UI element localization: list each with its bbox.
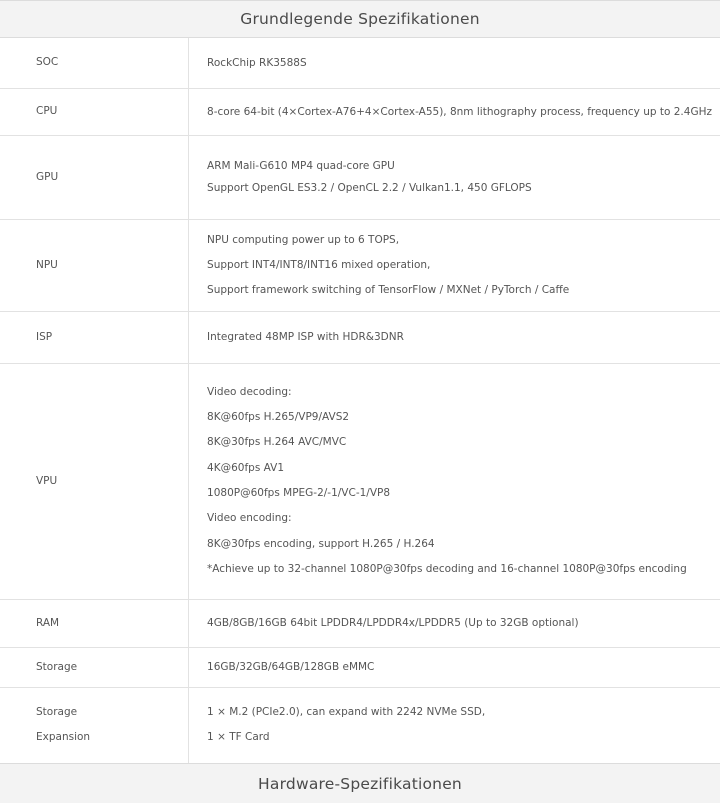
row-label [0,687,189,763]
spec-table [0,38,720,764]
row-label: Storage [0,647,189,687]
value-line: RockChip RK3588S [207,56,307,69]
value-line: Support OpenGL ES3.2 / OpenCL 2.2 / Vulkan1.1, 450 GFLOPS [207,182,532,194]
label-line: Expansion [36,731,91,743]
row-label: VPU [0,363,189,599]
row-value [189,135,720,219]
table-row-gpu [0,135,720,219]
value-line: ARM Mali-G610 MP4 quad-core GPU [207,160,395,172]
table-row-cpu [0,88,720,135]
value-line: 8K@60fps H.265/VP9/AVS2 [207,411,350,424]
row-value [189,38,720,88]
row-label: GPU [0,135,189,219]
table-row-storage-expansion [0,687,720,763]
value-line: 8K@30fps H.264 AVC/MVC [207,436,347,449]
value-line: 4GB/8GB/16GB 64bit LPDDR4/LPDDR4x/LPDDR5 (Up to 32GB optional) [207,617,579,629]
value-line: Integrated 48MP ISP with HDR&3DNR [207,331,404,343]
row-value [189,219,720,311]
row-label: ISP [0,311,189,363]
value-line: 1 × M.2 (PCIe2.0), can expand with 2242 NVMe SSD, [207,706,486,718]
value-line: 16GB/32GB/64GB/128GB eMMC [207,661,375,673]
value-line: *Achieve up to 32-channel 1080P@30fps decoding and 16-channel 1080P@30fps encoding [207,562,687,575]
table-row-isp [0,311,720,363]
row-value [189,687,720,763]
row-label: NPU [0,219,189,311]
section-header-basic: Grundlegende Spezifikationen [0,0,720,38]
row-label: RAM [0,599,189,647]
value-line: Support framework switching of TensorFlow / MXNet / PyTorch / Caffe [207,283,570,296]
value-line: Support INT4/INT8/INT16 mixed operation, [207,258,431,271]
value-line: NPU computing power up to 6 TOPS, [207,233,400,246]
table-row-storage [0,647,720,687]
section-header-hardware: Hardware-Spezifikationen [0,763,720,803]
label-line: Storage [36,706,78,718]
value-line: 1080P@60fps MPEG-2/-1/VC-1/VP8 [207,487,391,499]
table-row-vpu [0,363,720,599]
value-line: 8K@30fps encoding, support H.265 / H.264 [207,537,435,550]
value-line: 4K@60fps AV1 [207,461,285,474]
row-label: CPU [0,88,189,135]
row-value [189,647,720,687]
row-value [189,599,720,647]
row-value [189,88,720,135]
row-label: SOC [0,38,189,88]
row-value [189,363,720,599]
value-line: Video decoding: [207,385,292,398]
value-line: 1 × TF Card [207,731,270,743]
value-line: Video encoding: [207,512,292,525]
value-line: 8-core 64-bit (4×Cortex-A76+4×Cortex-A55), 8nm lithography process, frequency up to 2.4GHz [207,105,712,118]
table-row-ram [0,599,720,647]
row-value [189,311,720,363]
table-row-soc [0,38,720,88]
table-row-npu [0,219,720,311]
